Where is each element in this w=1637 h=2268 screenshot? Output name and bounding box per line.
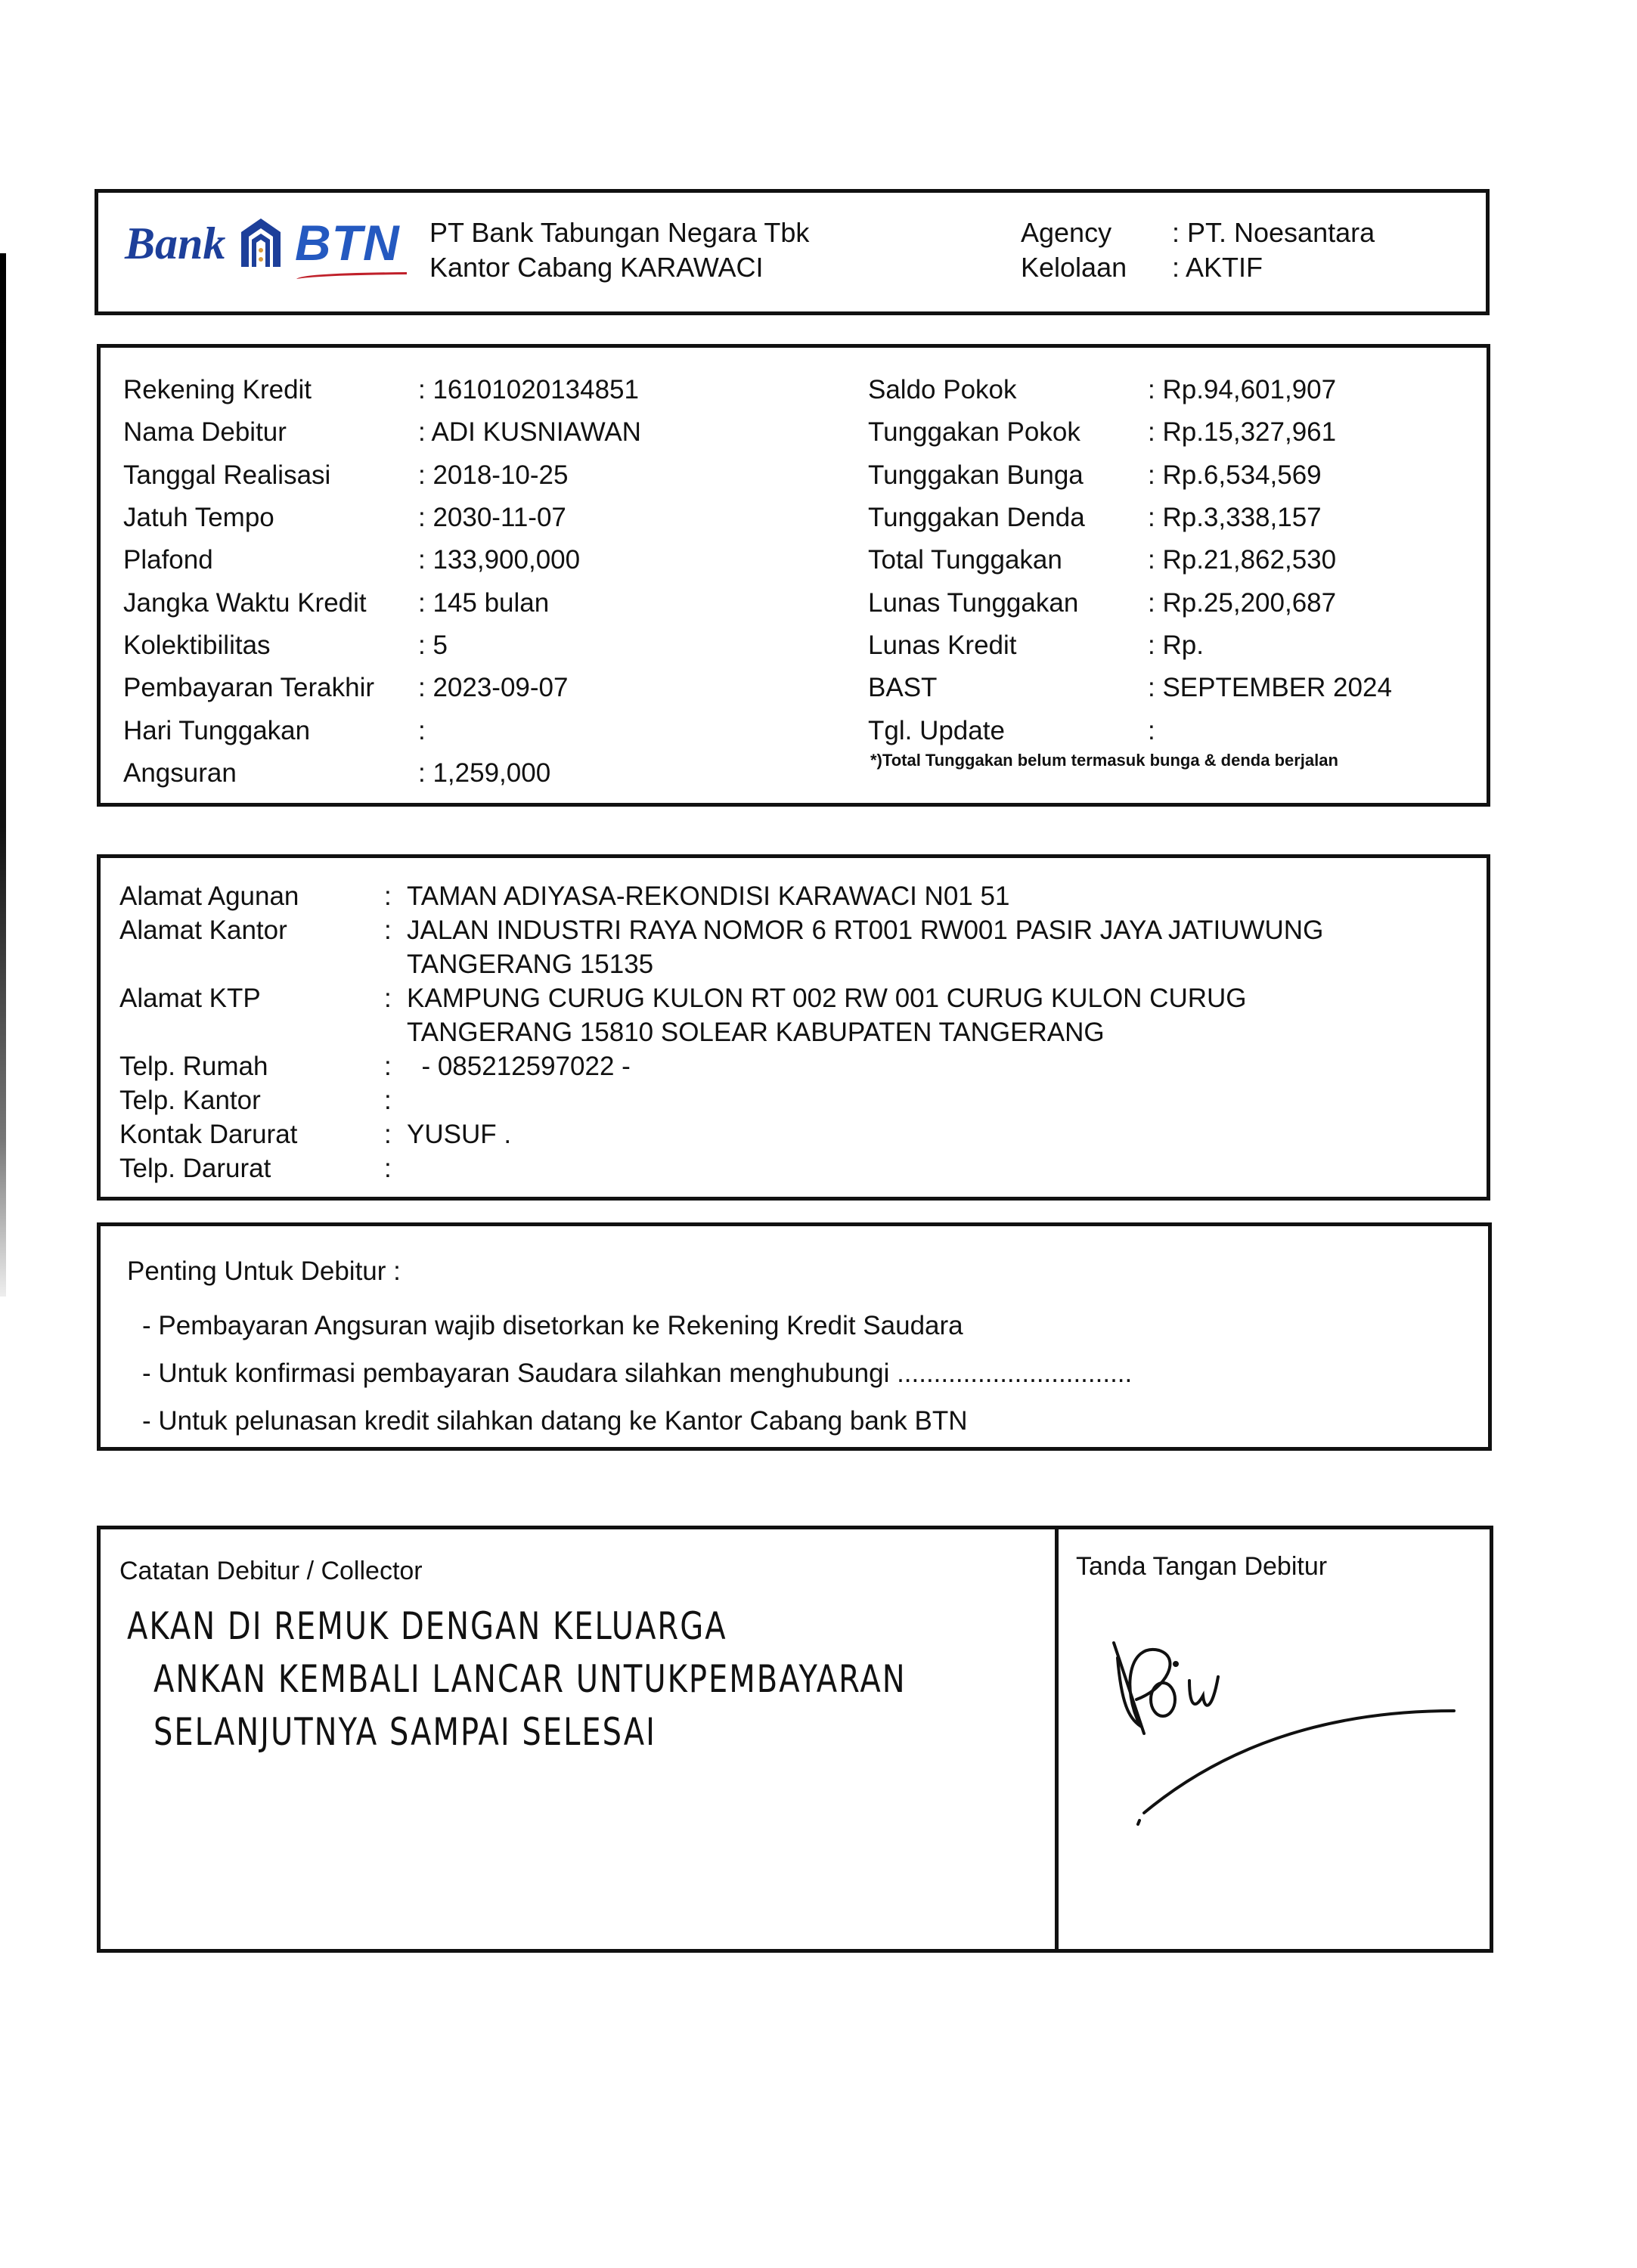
agency-value: : PT. Noesantara — [1172, 217, 1375, 248]
field-value: : — [418, 715, 426, 745]
company-name: PT Bank Tabungan Negara Tbk — [429, 217, 810, 248]
field-row — [868, 411, 1392, 454]
field-row — [123, 454, 641, 497]
field-label: Lunas Kredit — [868, 630, 1017, 660]
field-row — [123, 752, 641, 795]
kelolaan-label: Kelolaan — [1021, 252, 1127, 283]
logo-swoosh — [295, 271, 408, 280]
address-label: Alamat KTP — [119, 984, 261, 1013]
field-label: Hari Tunggakan — [123, 715, 311, 745]
address-label: Alamat Agunan — [119, 881, 299, 911]
field-value: : Rp.25,200,687 — [1148, 587, 1337, 618]
field-label: Tgl. Update — [868, 715, 1005, 745]
field-row — [123, 581, 641, 624]
field-value: : Rp.21,862,530 — [1148, 545, 1337, 575]
address-colon: : — [384, 984, 392, 1013]
field-row — [868, 454, 1392, 497]
kelolaan-value: : AKTIF — [1172, 252, 1263, 283]
field-row — [868, 667, 1392, 709]
field-label: Lunas Tunggakan — [868, 587, 1079, 618]
address-label: Telp. Darurat — [119, 1154, 271, 1183]
field-row — [868, 624, 1392, 667]
field-row — [868, 709, 1392, 751]
field-value: : — [1148, 715, 1155, 745]
address-row — [119, 1049, 1390, 1083]
notes-item: - Untuk konfirmasi pembayaran Saudara silahkan menghubungi ................................ — [142, 1359, 1133, 1388]
scan-edge-shadow — [0, 253, 6, 1297]
agency-label: Agency — [1021, 217, 1112, 248]
field-row — [123, 539, 641, 581]
address-box — [97, 854, 1490, 1201]
field-label: Tunggakan Pokok — [868, 417, 1080, 448]
signature-icon — [1084, 1628, 1462, 1839]
address-label: Alamat Kantor — [119, 916, 287, 945]
field-value: : 133,900,000 — [418, 545, 581, 575]
notes-item: - Untuk pelunasan kredit silahkan datang ke Kantor Cabang bank BTN — [142, 1406, 968, 1436]
field-label: Nama Debitur — [123, 417, 287, 448]
column-divider — [1055, 1529, 1059, 1949]
notes-item: - Pembayaran Angsuran wajib disetorkan ke Rekening Kredit Saudara — [142, 1311, 963, 1340]
address-colon: : — [384, 1120, 392, 1149]
address-label: Kontak Darurat — [119, 1120, 298, 1149]
field-value: : Rp.3,338,157 — [1148, 503, 1322, 533]
kelolaan-row — [1021, 250, 1375, 285]
footnote: *)Total Tunggakan belum termasuk bunga & denda berjalan — [870, 751, 1338, 770]
field-value: : 16101020134851 — [418, 375, 639, 405]
address-row — [119, 1083, 1390, 1117]
logo-word-btn: BTN — [295, 215, 400, 271]
address-colon: : — [384, 881, 392, 911]
field-row — [868, 497, 1392, 539]
field-label: Pembayaran Terakhir — [123, 673, 375, 703]
address-colon: : — [384, 1154, 392, 1183]
field-label: Saldo Pokok — [868, 375, 1017, 405]
field-value: : SEPTEMBER 2024 — [1148, 673, 1392, 703]
field-value: : 145 bulan — [418, 587, 550, 618]
address-row — [119, 879, 1390, 913]
field-value: : Rp.15,327,961 — [1148, 417, 1337, 448]
loan-info-right — [868, 369, 1392, 752]
address-colon: : — [384, 1052, 392, 1081]
address-value — [407, 1083, 1390, 1117]
address-list — [119, 879, 1390, 1185]
field-row — [123, 709, 641, 751]
address-row — [119, 981, 1390, 1049]
notes-title: Penting Untuk Debitur : — [127, 1256, 401, 1286]
field-row — [123, 411, 641, 454]
address-colon: : — [384, 1086, 392, 1115]
field-value: : Rp. — [1148, 630, 1204, 660]
field-value: : Rp.94,601,907 — [1148, 375, 1337, 405]
field-label: Jangka Waktu Kredit — [123, 587, 367, 618]
catatan-box — [97, 1526, 1493, 1953]
address-value: JALAN INDUSTRI RAYA NOMOR 6 RT001 RW001 PASIR JAYA JATIUWUNG TANGERANG 15135 — [407, 916, 1324, 979]
field-row — [123, 624, 641, 667]
field-label: Tunggakan Denda — [868, 503, 1085, 533]
notes-box — [97, 1222, 1492, 1451]
field-value: : 5 — [418, 630, 448, 660]
address-value: YUSUF . — [407, 1120, 512, 1149]
loan-info-box — [97, 344, 1490, 807]
house-icon — [238, 217, 284, 270]
field-value: : 2023-09-07 — [418, 673, 569, 703]
signature-title: Tanda Tangan Debitur — [1076, 1552, 1328, 1581]
address-value: KAMPUNG CURUG KULON RT 002 RW 001 CURUG KULON CURUG TANGERANG 15810 SOLEAR KABUPATEN TANGERANG — [407, 984, 1247, 1047]
field-row — [123, 369, 641, 411]
field-row — [123, 667, 641, 709]
address-label: Telp. Rumah — [119, 1052, 268, 1081]
field-row — [123, 497, 641, 539]
header-box — [95, 189, 1490, 315]
address-colon: : — [384, 916, 392, 945]
handwritten-line: SELANJUTNYA SAMPAI SELESAI — [153, 1711, 656, 1755]
field-label: Tunggakan Bunga — [868, 460, 1084, 490]
address-row — [119, 1117, 1390, 1151]
field-value: : Rp.6,534,569 — [1148, 460, 1322, 490]
bank-btn-logo — [125, 214, 412, 290]
field-label: BAST — [868, 673, 938, 703]
address-row — [119, 1151, 1390, 1185]
field-label: Rekening Kredit — [123, 375, 312, 405]
handwritten-line: ANKAN KEMBALI LANCAR UNTUKPEMBAYARAN — [153, 1658, 907, 1702]
field-row — [868, 581, 1392, 624]
field-row — [868, 369, 1392, 411]
loan-info-left — [123, 369, 641, 795]
address-value: TAMAN ADIYASA-REKONDISI KARAWACI N01 51 — [407, 881, 1010, 911]
handwritten-note — [119, 1597, 1042, 1786]
address-value: - 085212597022 - — [407, 1052, 631, 1081]
field-label: Kolektibilitas — [123, 630, 271, 660]
address-label: Telp. Kantor — [119, 1086, 261, 1115]
field-label: Jatuh Tempo — [123, 503, 274, 533]
field-value: : ADI KUSNIAWAN — [418, 417, 641, 448]
field-label: Tanggal Realisasi — [123, 460, 331, 490]
field-value: : 2018-10-25 — [418, 460, 569, 490]
field-label: Angsuran — [123, 758, 237, 788]
field-value: : 2030-11-07 — [418, 503, 566, 533]
field-value: : 1,259,000 — [418, 758, 551, 788]
branch-name: Kantor Cabang KARAWACI — [429, 252, 764, 283]
logo-word-bank: Bank — [125, 218, 226, 268]
field-label: Plafond — [123, 545, 213, 575]
bank-identity — [429, 215, 809, 285]
address-value — [407, 1151, 1390, 1185]
address-row — [119, 913, 1390, 981]
handwritten-line: AKAN DI REMUK DENGAN KELUARGA — [127, 1605, 727, 1649]
field-label: Total Tunggakan — [868, 545, 1062, 575]
field-row — [868, 539, 1392, 581]
agency-info — [1021, 215, 1375, 285]
notes-list — [142, 1302, 1132, 1445]
agency-row — [1021, 215, 1375, 250]
catatan-title: Catatan Debitur / Collector — [119, 1557, 423, 1585]
